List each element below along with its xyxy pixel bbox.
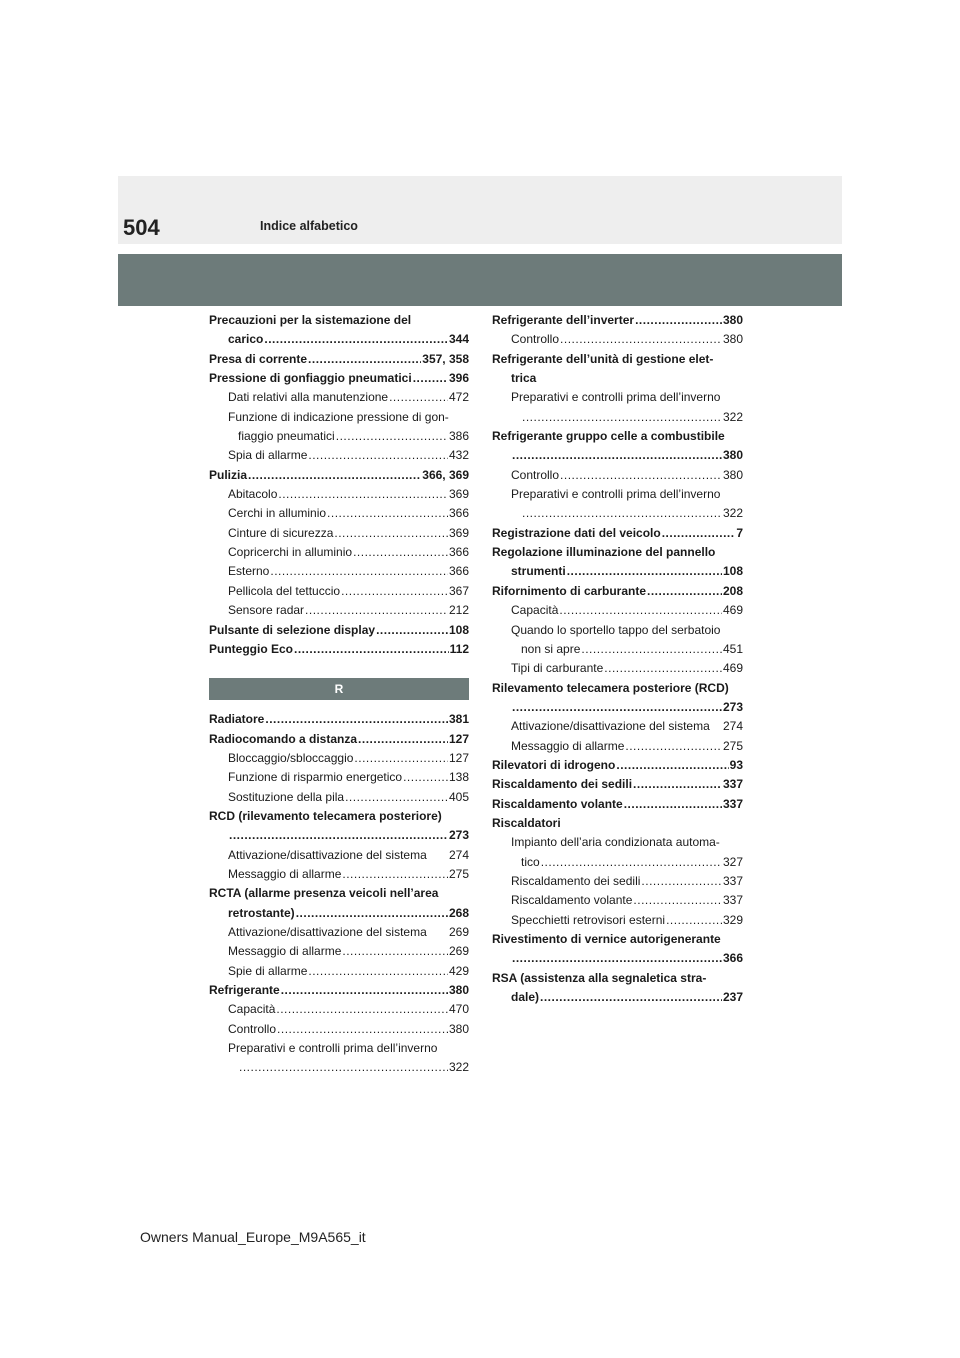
entry-text: Riscaldamento dei sedili bbox=[511, 873, 641, 888]
index-entry bbox=[209, 446, 469, 465]
dot-leader bbox=[308, 962, 448, 981]
entry-page: 327 bbox=[722, 854, 743, 869]
spacer bbox=[209, 659, 469, 678]
dot-leader bbox=[248, 466, 421, 485]
index-entry bbox=[209, 485, 469, 504]
entry-text: Pulizia bbox=[209, 467, 248, 482]
index-entry bbox=[492, 543, 743, 562]
entry-page: 369 bbox=[448, 487, 469, 502]
entry-text: Refrigerante bbox=[209, 983, 280, 997]
index-entry bbox=[209, 427, 469, 446]
index-entry bbox=[209, 1039, 469, 1058]
dot-leader bbox=[625, 737, 722, 756]
dot-leader bbox=[633, 891, 722, 910]
dot-leader bbox=[305, 601, 448, 620]
index-entry bbox=[492, 388, 743, 407]
entry-text: non si apre bbox=[521, 641, 581, 656]
entry-page: 269 bbox=[448, 924, 469, 939]
index-entry bbox=[209, 710, 469, 729]
index-entry bbox=[492, 988, 743, 1007]
dot-leader bbox=[662, 524, 736, 543]
dot-leader bbox=[666, 911, 722, 930]
dot-leader bbox=[334, 524, 448, 543]
entry-page: 337 bbox=[722, 796, 743, 811]
entry-page: 337 bbox=[722, 893, 743, 908]
entry-text: Controllo bbox=[228, 1021, 277, 1036]
entry-text: Riscaldamento volante bbox=[492, 796, 623, 811]
dot-leader bbox=[342, 942, 448, 961]
entry-text: Rivestimento di vernice autorigenerante bbox=[492, 932, 721, 946]
entry-page: 367 bbox=[448, 583, 469, 598]
index-entry bbox=[209, 311, 469, 330]
index-entry bbox=[492, 775, 743, 794]
index-entry bbox=[492, 717, 743, 736]
entry-page: 380 bbox=[722, 448, 743, 463]
index-entry bbox=[209, 788, 469, 807]
entry-text: Radiocomando a distanza bbox=[209, 731, 358, 746]
index-entry bbox=[209, 504, 469, 523]
entry-text: Refrigerante gruppo celle a combustibile bbox=[492, 429, 725, 444]
entry-text: Refrigerante dell’inverter bbox=[492, 313, 635, 327]
entry-text: Regolazione illuminazione del pannello bbox=[492, 545, 716, 560]
entry-page: 274 bbox=[448, 847, 469, 862]
entry-page: 366 bbox=[722, 951, 743, 966]
entry-text: Presa di corrente bbox=[209, 351, 308, 366]
index-entry bbox=[209, 1000, 469, 1019]
entry-page: 273 bbox=[722, 699, 743, 714]
header-dark-band bbox=[118, 254, 842, 306]
entry-page: 322 bbox=[722, 506, 743, 521]
index-entry bbox=[492, 930, 743, 949]
dot-leader bbox=[277, 1020, 448, 1039]
index-entry bbox=[492, 504, 743, 523]
entry-text: Dati relativi alla manutenzione bbox=[228, 390, 389, 405]
entry-text: retrostante) bbox=[228, 905, 295, 920]
entry-page: 138 bbox=[448, 770, 469, 785]
index-entry bbox=[209, 388, 469, 407]
entry-text: Punteggio Eco bbox=[209, 641, 293, 656]
entry-text: Capacità bbox=[511, 603, 559, 618]
index-column-right bbox=[492, 311, 743, 1007]
index-list bbox=[492, 311, 743, 1007]
entry-page: 386 bbox=[448, 429, 469, 444]
entry-text: Copricerchi in alluminio bbox=[228, 545, 353, 560]
index-entry bbox=[209, 562, 469, 581]
entry-page: 127 bbox=[448, 731, 469, 746]
entry-text: Radiatore bbox=[209, 712, 265, 727]
index-list-before bbox=[209, 311, 469, 659]
index-entry bbox=[209, 524, 469, 543]
dot-leader bbox=[633, 775, 722, 794]
dot-leader bbox=[336, 427, 448, 446]
entry-text: Preparativi e controlli prima dell’inverno bbox=[511, 390, 721, 405]
entry-text: Precauzioni per la sistemazione del bbox=[209, 313, 412, 327]
index-entry bbox=[492, 582, 743, 601]
index-entry bbox=[209, 350, 469, 369]
entry-text: Messaggio di allarme bbox=[228, 866, 342, 881]
dot-leader bbox=[512, 698, 722, 717]
entry-page: 337 bbox=[722, 873, 743, 888]
dot-leader bbox=[270, 562, 448, 581]
dot-leader bbox=[616, 756, 728, 775]
entry-page: 472 bbox=[448, 390, 469, 405]
index-entry bbox=[492, 427, 743, 446]
entry-text: Riscaldamento dei sedili bbox=[492, 777, 633, 792]
dot-leader bbox=[327, 504, 448, 523]
dot-leader bbox=[294, 640, 449, 659]
dot-leader bbox=[641, 872, 722, 891]
index-entry bbox=[209, 1058, 469, 1077]
entry-page: 268 bbox=[448, 905, 469, 920]
dot-leader bbox=[559, 601, 722, 620]
dot-leader bbox=[281, 981, 448, 1000]
entry-page: 366 bbox=[448, 545, 469, 560]
entry-page: 7 bbox=[736, 525, 743, 540]
dot-leader bbox=[341, 582, 448, 601]
entry-text: Spia di allarme bbox=[228, 448, 308, 463]
index-entry bbox=[209, 749, 469, 768]
entry-page: 112 bbox=[449, 641, 469, 656]
entry-page: 108 bbox=[722, 564, 743, 579]
entry-text: Preparativi e controlli prima dell’inverno bbox=[511, 487, 721, 502]
entry-page: 127 bbox=[448, 750, 469, 765]
index-entry bbox=[209, 807, 469, 826]
entry-page: 469 bbox=[722, 603, 743, 618]
entry-page: 470 bbox=[448, 1002, 469, 1017]
index-entry bbox=[492, 659, 743, 678]
index-entry bbox=[492, 949, 743, 968]
dot-leader bbox=[354, 749, 448, 768]
index-entry bbox=[209, 981, 469, 1000]
entry-text: trica bbox=[511, 371, 537, 386]
dot-leader bbox=[560, 330, 722, 349]
index-entry bbox=[492, 872, 743, 891]
footer-manual-id: Owners Manual_Europe_M9A565_it bbox=[140, 1229, 366, 1245]
index-entry bbox=[209, 942, 469, 961]
dot-leader bbox=[540, 988, 722, 1007]
index-entry bbox=[492, 640, 743, 659]
dot-leader bbox=[239, 1058, 448, 1077]
entry-page: 366 bbox=[448, 506, 469, 521]
dot-leader bbox=[308, 350, 421, 369]
index-entry bbox=[492, 756, 743, 775]
index-entry bbox=[209, 923, 469, 942]
entry-text: Funzione di risparmio energetico bbox=[228, 770, 403, 785]
entry-text: dale) bbox=[511, 990, 540, 1005]
entry-page: 322 bbox=[448, 1060, 469, 1075]
entry-text: Pulsante di selezione display bbox=[209, 622, 376, 637]
dot-leader bbox=[376, 621, 448, 640]
entry-page: 93 bbox=[729, 757, 743, 772]
entry-text: Riscaldatori bbox=[492, 815, 561, 830]
entry-page: 237 bbox=[722, 990, 743, 1005]
entry-text: Tipi di carburante bbox=[511, 661, 604, 676]
dot-leader bbox=[308, 446, 448, 465]
index-entry bbox=[209, 582, 469, 601]
index-entry bbox=[492, 814, 743, 833]
index-list-after bbox=[209, 710, 469, 1078]
entry-page: 357, 358 bbox=[422, 351, 469, 366]
entry-text: Capacità bbox=[228, 1002, 276, 1017]
entry-page: 108 bbox=[448, 622, 469, 637]
dot-leader bbox=[604, 659, 722, 678]
entry-page: 208 bbox=[722, 583, 743, 598]
header-top-band bbox=[118, 176, 842, 244]
index-entry bbox=[492, 795, 743, 814]
dot-leader bbox=[647, 582, 722, 601]
index-entry bbox=[209, 826, 469, 845]
entry-text: RSA (assistenza alla segnaletica stra- bbox=[492, 970, 707, 985]
index-entry bbox=[492, 679, 743, 698]
dot-leader bbox=[624, 795, 722, 814]
index-entry bbox=[492, 408, 743, 427]
entry-text: Funzione di indicazione pressione di gon- bbox=[228, 409, 449, 424]
entry-text: tico bbox=[521, 854, 540, 869]
index-entry bbox=[209, 621, 469, 640]
index-entry bbox=[492, 446, 743, 465]
entry-page: 275 bbox=[448, 866, 469, 881]
dot-leader bbox=[560, 466, 722, 485]
entry-text: Impianto dell’aria condizionata automa- bbox=[511, 835, 720, 850]
entry-page: 366 bbox=[448, 564, 469, 579]
entry-page: 381 bbox=[448, 712, 469, 727]
entry-page: 380 bbox=[448, 983, 469, 997]
entry-text: Preparativi e controlli prima dell’inverno bbox=[228, 1041, 438, 1056]
entry-page: 269 bbox=[448, 944, 469, 959]
index-entry bbox=[492, 330, 743, 349]
entry-text: Sostituzione della pila bbox=[228, 789, 345, 804]
entry-page: 451 bbox=[722, 641, 743, 656]
entry-page: 344 bbox=[448, 332, 469, 347]
index-entry bbox=[492, 833, 743, 852]
index-entry bbox=[209, 601, 469, 620]
entry-text: Refrigerante dell’unità di gestione elet- bbox=[492, 351, 714, 366]
entry-text: Controllo bbox=[511, 332, 560, 347]
dot-leader bbox=[358, 730, 448, 749]
index-entry bbox=[209, 466, 469, 485]
entry-text: RCTA (allarme presenza veicoli nell’area bbox=[209, 886, 439, 901]
entry-page: 212 bbox=[448, 603, 469, 618]
index-entry bbox=[209, 768, 469, 787]
index-entry bbox=[209, 330, 469, 349]
entry-text: Cinture di sicurezza bbox=[228, 525, 334, 540]
dot-leader bbox=[345, 788, 448, 807]
index-entry bbox=[492, 485, 743, 504]
entry-text: RCD (rilevamento telecamera posteriore) bbox=[209, 808, 442, 823]
entry-text: Attivazione/disattivazione del sistema bbox=[228, 847, 427, 862]
entry-text: Messaggio di allarme bbox=[511, 738, 625, 753]
entry-text: Messaggio di allarme bbox=[228, 944, 342, 959]
entry-text: fiaggio pneumatici bbox=[238, 429, 335, 444]
entry-text: Spie di allarme bbox=[228, 963, 308, 978]
entry-text: Quando lo sportello tappo del serbatoio bbox=[511, 622, 721, 637]
dot-leader bbox=[265, 710, 448, 729]
entry-page: 380 bbox=[722, 332, 743, 347]
index-entry bbox=[209, 730, 469, 749]
dot-leader bbox=[264, 330, 448, 349]
dot-leader bbox=[522, 408, 722, 427]
dot-leader bbox=[635, 311, 722, 330]
dot-leader bbox=[512, 949, 722, 968]
entry-text: Cerchi in alluminio bbox=[228, 506, 327, 521]
dot-leader bbox=[581, 640, 722, 659]
entry-page: 366, 369 bbox=[422, 467, 469, 482]
entry-page: 337 bbox=[722, 777, 743, 792]
index-entry bbox=[209, 369, 469, 388]
entry-page: 405 bbox=[448, 789, 469, 804]
index-entry bbox=[209, 1020, 469, 1039]
entry-page: 429 bbox=[448, 963, 469, 978]
dot-leader bbox=[522, 504, 722, 523]
entry-page: 396 bbox=[448, 371, 469, 386]
page-number: 504 bbox=[123, 215, 160, 240]
entry-text: Rilevatori di idrogeno bbox=[492, 757, 616, 772]
entry-text: Rifornimento di carburante bbox=[492, 583, 647, 598]
entry-page: 469 bbox=[722, 661, 743, 676]
index-entry bbox=[492, 698, 743, 717]
section-title: Indice alfabetico bbox=[260, 219, 358, 233]
entry-page: 380 bbox=[448, 1021, 469, 1036]
entry-page: 273 bbox=[448, 828, 469, 843]
entry-text: Sensore radar bbox=[228, 603, 305, 618]
index-entry bbox=[492, 891, 743, 910]
entry-text: Pellicola del tettuccio bbox=[228, 583, 341, 598]
dot-leader bbox=[389, 388, 448, 407]
index-entry bbox=[492, 562, 743, 581]
dot-leader bbox=[278, 485, 448, 504]
dot-leader bbox=[512, 446, 722, 465]
index-entry bbox=[209, 543, 469, 562]
index-entry bbox=[492, 853, 743, 872]
index-entry bbox=[492, 737, 743, 756]
entry-page: 380 bbox=[722, 313, 743, 327]
index-column-left bbox=[209, 311, 469, 1078]
letter-heading: R bbox=[209, 678, 469, 700]
dot-leader bbox=[413, 369, 448, 388]
entry-page: 275 bbox=[722, 738, 743, 753]
index-entry bbox=[492, 466, 743, 485]
index-entry bbox=[209, 640, 469, 659]
entry-text: Riscaldamento volante bbox=[511, 893, 633, 908]
dot-leader bbox=[296, 904, 448, 923]
entry-text: Bloccaggio/sbloccaggio bbox=[228, 750, 354, 765]
entry-page: 274 bbox=[722, 719, 743, 734]
entry-page: 329 bbox=[722, 912, 743, 927]
entry-text: Specchietti retrovisori esterni bbox=[511, 912, 666, 927]
entry-text: Attivazione/disattivazione del sistema bbox=[228, 924, 427, 939]
index-entry bbox=[492, 311, 743, 330]
entry-page: 432 bbox=[448, 448, 469, 463]
index-entry bbox=[209, 846, 469, 865]
dot-leader bbox=[353, 543, 448, 562]
entry-text: Pressione di gonfiaggio pneumatici bbox=[209, 371, 412, 386]
index-entry bbox=[492, 350, 743, 369]
dot-leader bbox=[276, 1000, 448, 1019]
entry-text: Registrazione dati del veicolo bbox=[492, 525, 661, 540]
entry-page: 369 bbox=[448, 525, 469, 540]
index-entry bbox=[492, 524, 743, 543]
index-entry bbox=[209, 962, 469, 981]
entry-text: Abitacolo bbox=[228, 487, 278, 502]
entry-text: Attivazione/disattivazione del sistema bbox=[511, 719, 710, 734]
dot-leader bbox=[567, 562, 722, 581]
index-entry bbox=[492, 969, 743, 988]
index-entry bbox=[209, 904, 469, 923]
index-entry bbox=[492, 911, 743, 930]
entry-text: strumenti bbox=[511, 564, 566, 579]
index-entry bbox=[209, 865, 469, 884]
entry-page: 380 bbox=[722, 467, 743, 482]
index-entry bbox=[492, 369, 743, 388]
entry-text: Esterno bbox=[228, 564, 270, 579]
dot-leader bbox=[403, 768, 448, 787]
dot-leader bbox=[229, 826, 448, 845]
entry-page: 322 bbox=[722, 409, 743, 424]
index-entry bbox=[209, 408, 469, 427]
entry-text: Controllo bbox=[511, 467, 560, 482]
index-entry bbox=[209, 884, 469, 903]
dot-leader bbox=[541, 853, 722, 872]
index-entry bbox=[492, 601, 743, 620]
entry-text: Rilevamento telecamera posteriore (RCD) bbox=[492, 680, 729, 695]
dot-leader bbox=[342, 865, 448, 884]
entry-text: carico bbox=[228, 332, 264, 347]
index-entry bbox=[492, 621, 743, 640]
